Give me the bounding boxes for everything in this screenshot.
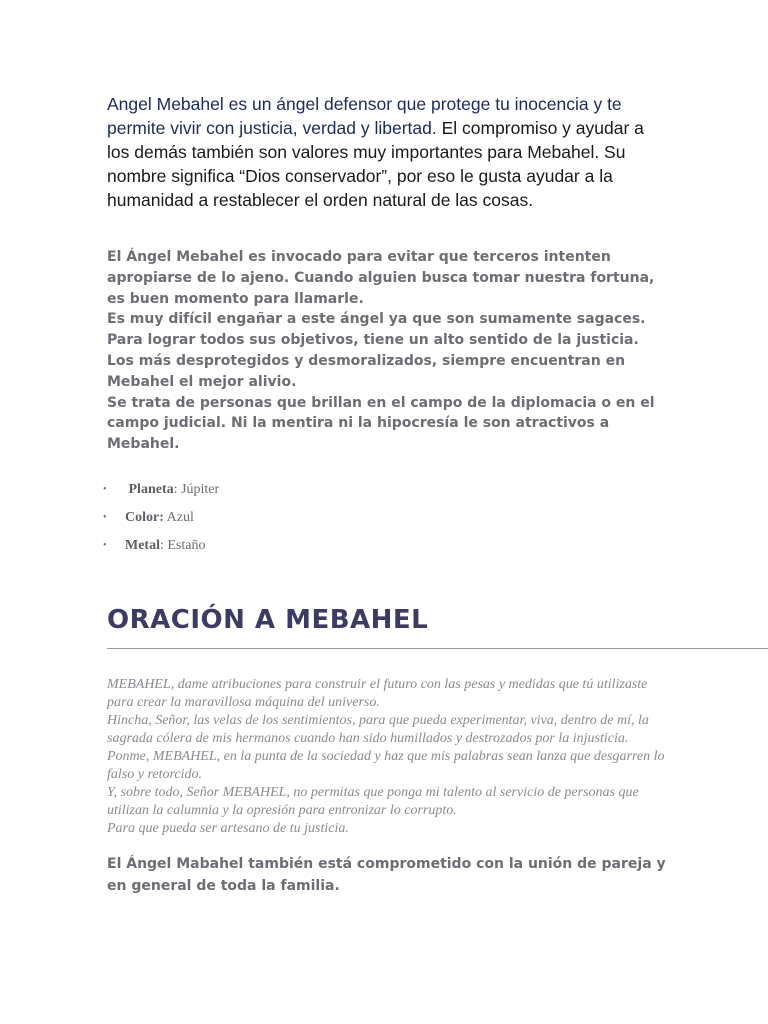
attribute-item-color [103, 506, 219, 534]
bullet-icon: • [103, 512, 107, 523]
attribute-value: Azul [166, 510, 194, 526]
prayer-line: Hincha, Señor, las velas de los sentimientos, para que pueda experimentar, viva, dentro de mí, la sagrada cólera de mis hermanos cuando han sido humillados y destrozados por la injusticia. [107, 713, 649, 746]
description-paragraph: Es muy difícil engañar a este ángel ya que son sumamente sagaces. Para lograr todos sus objetivos, tiene un alto sentido de la justicia. Los más desprotegidos y desmoralizados, siempre encuentran en Mebahel el mejor alivio. [107, 311, 646, 390]
prayer-text [107, 676, 672, 838]
prayer-line: Para que pueda ser artesano de tu justicia. [107, 821, 349, 836]
attribute-value: Estaño [167, 538, 206, 554]
attribute-label: Color: [125, 510, 164, 526]
attribute-label: Planeta [125, 482, 174, 498]
attribute-item-planeta [103, 478, 219, 506]
prayer-line: Y, sobre todo, Señor MEBAHEL, no permitas que ponga mi talento al servicio de personas que utilizan la calumnia y la opresión para entronizar lo corrupto. [107, 785, 639, 818]
description-paragraph: Se trata de personas que brillan en el campo de la diplomacia o en el campo judicial. Ni la mentira ni la hipocresía le son atractivos a Mebahel. [107, 394, 655, 453]
section-heading: ORACIÓN A MEBAHEL [107, 605, 429, 635]
attribute-separator: : [159, 538, 168, 554]
attribute-item-metal [103, 534, 219, 562]
intro-rest: El compromiso y ayudar a los demás también son valores muy importantes para Mebahel. Su nombre significa “Dios conservador”, por eso le gusta ayudar a la humanidad a restablecer el orden natural de las cosas. [107, 118, 644, 210]
bullet-icon: • [103, 484, 107, 495]
bullet-icon: • [103, 540, 107, 551]
attribute-value: Júpiter [181, 482, 220, 498]
prayer-line: MEBAHEL, dame atribuciones para construir el futuro con las pesas y medidas que tú utilizaste para crear la maravillosa máquina del universo. [107, 677, 648, 710]
intro-paragraph [107, 92, 667, 212]
attribute-separator: : [173, 482, 181, 498]
description-block [107, 247, 667, 455]
description-paragraph: El Ángel Mebahel es invocado para evitar que terceros intenten apropiarse de lo ajeno. Cuando alguien busca tomar nuestra fortuna, es buen momento para llamarle. [107, 249, 655, 307]
attribute-list [103, 478, 219, 562]
attribute-label: Metal [125, 538, 160, 554]
prayer-line: Ponme, MEBAHEL, en la punta de la sociedad y haz que mis palabras sean lanza que desgarren lo falso y retorcido. [107, 749, 665, 782]
closing-paragraph: El Ángel Mabahel también está comprometido con la unión de pareja y en general de toda la familia. [107, 856, 666, 894]
divider [107, 648, 768, 649]
intro-highlight: Angel Mebahel es un ángel defensor que protege tu inocencia y te permite vivir con justicia, verdad y libertad. [107, 94, 622, 138]
